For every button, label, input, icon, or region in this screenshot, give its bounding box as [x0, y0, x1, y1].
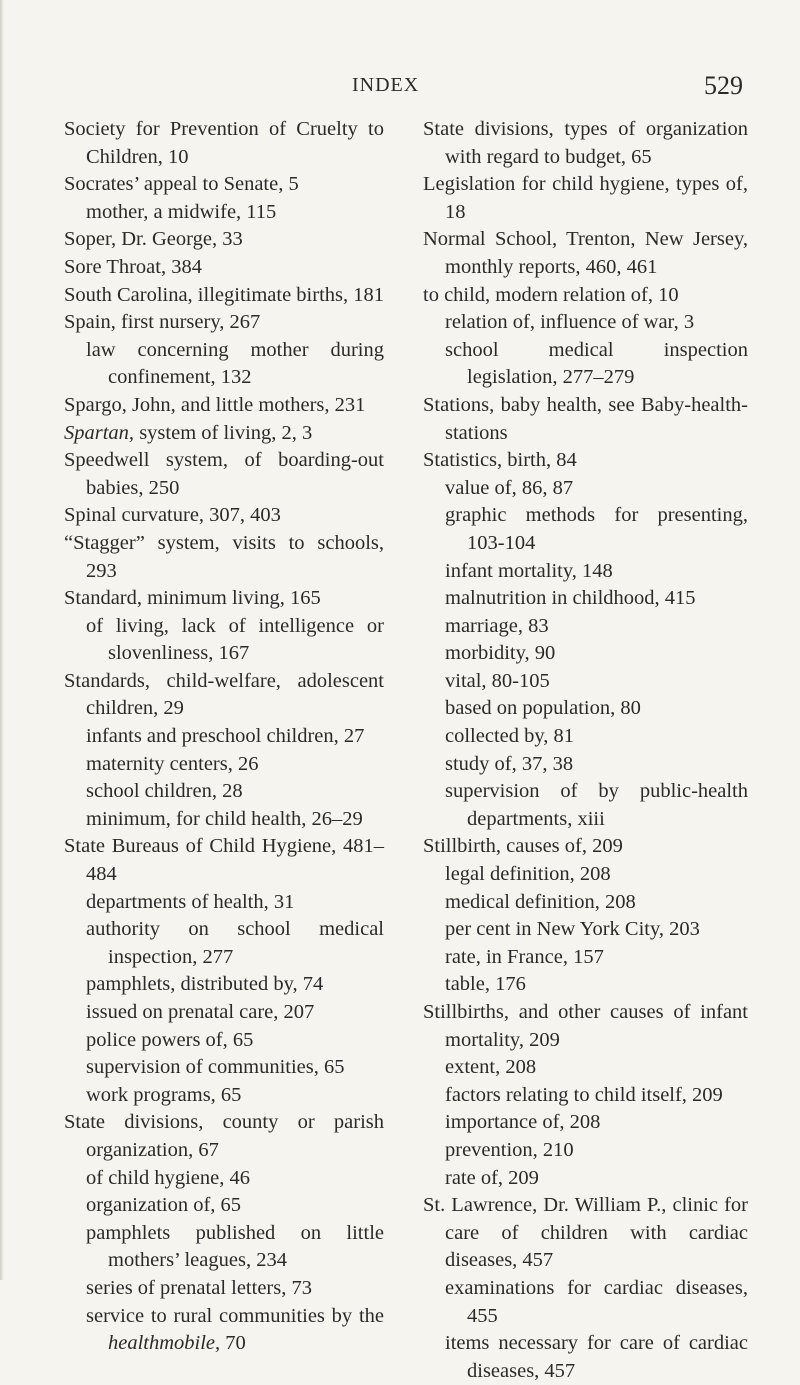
entry-text: Society for Prevention of Cruelty to Children, 10: [64, 118, 384, 168]
index-entry: [423, 833, 748, 861]
running-head: INDEX: [352, 74, 420, 96]
entry-text: supervision of by public-health departments, xiii: [445, 780, 748, 830]
index-subentry: [64, 1275, 384, 1303]
index-subentry: [64, 1027, 384, 1055]
entry-text: Spinal curvature, 307, 403: [64, 504, 281, 527]
italic-term: Spartan,: [64, 421, 135, 444]
index-entry: [423, 116, 748, 171]
entry-text: examinations for cardiac diseases, 455: [445, 1276, 748, 1327]
entry-text: Speedwell system, of boarding-out babies, 250: [64, 449, 384, 499]
entry-text: supervision of communities, 65: [86, 1056, 345, 1079]
entry-text: police powers of, 65: [86, 1028, 254, 1051]
index-subentry: [64, 613, 384, 668]
entry-text: organization of, 65: [86, 1194, 242, 1217]
index-subentry: [64, 889, 384, 917]
index-subentry: [423, 889, 748, 917]
entry-text: table, 176: [445, 973, 526, 996]
entry-text: rate, in France, 157: [445, 945, 604, 968]
index-subentry: [423, 1082, 748, 1110]
index-subentry: [423, 668, 748, 696]
page-number: 529: [704, 71, 743, 100]
index-subentry: [64, 806, 384, 834]
index-subentry: [423, 944, 748, 972]
entry-text: State divisions, county or parish organization, 67: [64, 1111, 384, 1161]
index-entry: [423, 447, 748, 475]
index-subentry: [64, 723, 384, 751]
entry-text: malnutrition in childhood, 415: [445, 587, 696, 610]
index-subentry: [423, 695, 748, 723]
entry-text: departments of health, 31: [86, 890, 295, 913]
index-entry: [423, 392, 748, 447]
entry-text: mother, a midwife, 115: [86, 200, 277, 223]
entry-text: per cent in New York City, 203: [445, 918, 700, 941]
index-subentry: [64, 916, 384, 971]
index-entry: [64, 502, 384, 530]
entry-text: marriage, 83: [445, 614, 549, 637]
page-header: [0, 71, 800, 114]
index-subentry: [423, 1165, 748, 1193]
entry-text: Stillbirths, and other causes of infant mortality, 209: [423, 1001, 748, 1051]
entry-text: maternity centers, 26: [86, 752, 259, 775]
index-entry: [64, 833, 384, 888]
index-subentry: [423, 751, 748, 779]
entry-text: State Bureaus of Child Hygiene, 481–484: [64, 835, 384, 886]
index-subentry: [64, 751, 384, 779]
index-entry: [64, 1109, 384, 1164]
entry-text: importance of, 208: [445, 1111, 601, 1134]
entry-text: school medical inspection legislation, 277–279: [445, 338, 748, 389]
index-entry: [423, 226, 748, 281]
index-entry: [64, 392, 384, 420]
index-entry: [64, 668, 384, 723]
entry-text: Socrates’ appeal to Senate, 5: [64, 173, 299, 196]
entry-text: infants and preschool children, 27: [86, 725, 365, 748]
index-subentry: [423, 1054, 748, 1082]
index-entry: [64, 447, 384, 502]
entry-text: Soper, Dr. George, 33: [64, 228, 243, 251]
entry-text: vital, 80-105: [445, 669, 550, 692]
index-subentry: [423, 971, 748, 999]
index-subentry: [64, 1082, 384, 1110]
entry-text: Stations, baby health, see Baby-health-stations: [423, 393, 748, 444]
entry-text: infant mortality, 148: [445, 559, 613, 582]
index-subentry: [423, 640, 748, 668]
entry-text: Legislation for child hygiene, types of, 18: [423, 173, 748, 223]
entry-text: of living, lack of intelligence or slovenliness, 167: [86, 614, 384, 665]
index-subentry: [423, 1330, 748, 1385]
entry-text: medical definition, 208: [445, 890, 636, 913]
index-entry: [423, 999, 748, 1054]
entry-text: items necessary for care of cardiac diseases, 457: [445, 1332, 748, 1382]
entry-text: work programs, 65: [86, 1083, 242, 1106]
entry-text: Normal School, Trenton, New Jersey, monthly reports, 460, 461: [423, 228, 748, 278]
index-subentry: [64, 1220, 384, 1275]
index-subentry: [64, 1192, 384, 1220]
index-subentry: [423, 558, 748, 586]
entry-text: Standard, minimum living, 165: [64, 587, 321, 610]
index-subentry: [423, 502, 748, 557]
entry-text: value of, 86, 87: [445, 476, 574, 499]
entry-text: law concerning mother during confinement, 132: [86, 338, 384, 389]
entry-text: of child hygiene, 46: [86, 1166, 250, 1189]
index-subentry: [423, 309, 748, 337]
index-subentry: [64, 999, 384, 1027]
index-subentry: [64, 1303, 384, 1358]
index-subentry: [423, 1275, 748, 1330]
entry-text: series of prenatal letters, 73: [86, 1276, 312, 1299]
entry-text: based on population, 80: [445, 697, 641, 720]
index-subentry: [423, 475, 748, 503]
entry-text: factors relating to child itself, 209: [445, 1083, 723, 1106]
entry-text: graphic methods for presenting, 103-104: [445, 504, 748, 554]
index-subentry: [64, 778, 384, 806]
entry-text: State divisions, types of organization with regard to budget, 65: [423, 118, 748, 168]
entry-text: relation of, influence of war, 3: [445, 311, 695, 334]
entry-text: Stillbirth, causes of, 209: [423, 835, 623, 858]
entry-text: Spain, first nursery, 267: [64, 311, 261, 334]
index-entry: [423, 171, 748, 226]
index-entry: [423, 1192, 748, 1275]
index-subentry: [423, 778, 748, 833]
index-subentry: [423, 613, 748, 641]
index-column-left: [64, 116, 384, 1358]
entry-text: Statistics, birth, 84: [423, 449, 577, 472]
index-subentry: [64, 1054, 384, 1082]
index-entry: [64, 309, 384, 337]
entry-page-ref: 70: [220, 1332, 246, 1355]
index-entry: [64, 254, 384, 282]
index-subentry: [423, 585, 748, 613]
page-edge-shadow: [0, 0, 4, 1280]
entry-text: “Stagger” system, visits to schools, 293: [64, 531, 384, 582]
entry-text: pamphlets, distributed by, 74: [86, 973, 324, 996]
entry-text: legal definition, 208: [445, 863, 611, 886]
index-subentry: [423, 723, 748, 751]
entry-text: system of living, 2, 3: [134, 421, 313, 444]
index-entry: [64, 420, 384, 448]
entry-text: extent, 208: [445, 1056, 537, 1079]
entry-text: authority on school medical inspection, 277: [86, 918, 384, 968]
entry-text: service to rural communities by the: [86, 1304, 384, 1327]
index-subentry: [64, 971, 384, 999]
entry-text: collected by, 81: [445, 725, 575, 748]
index-subentry: [423, 1137, 748, 1165]
index-entry: [64, 116, 384, 171]
entry-text: study of, 37, 38: [445, 752, 574, 775]
entry-text: rate of, 209: [445, 1166, 539, 1189]
italic-term: healthmobile,: [108, 1332, 221, 1355]
index-entry: [64, 282, 384, 310]
index-subentry: [423, 337, 748, 392]
entry-text: Sore Throat, 384: [64, 255, 202, 278]
index-entry: [64, 171, 384, 199]
entry-text: prevention, 210: [445, 1138, 574, 1161]
entry-text: minimum, for child health, 26–29: [86, 807, 363, 830]
entry-text: morbidity, 90: [445, 642, 556, 665]
index-subentry: [64, 199, 384, 227]
entry-text: school children, 28: [86, 780, 243, 803]
entry-text: South Carolina, illegitimate births, 181: [64, 283, 384, 306]
entry-text: to child, modern relation of, 10: [423, 283, 679, 306]
entry-text: pamphlets published on little mothers’ leagues, 234: [86, 1221, 384, 1272]
index-entry: [64, 226, 384, 254]
index-subentry: [423, 916, 748, 944]
index-subentry: [64, 1165, 384, 1193]
entry-text: issued on prenatal care, 207: [86, 1001, 315, 1023]
entry-text: St. Lawrence, Dr. William P., clinic for care of children with cardiac diseases, 457: [423, 1194, 748, 1272]
index-entry: [64, 530, 384, 585]
index-entry: [64, 585, 384, 613]
index-subentry: [423, 1109, 748, 1137]
index-column-right: [423, 116, 748, 1385]
index-subentry: [423, 861, 748, 889]
index-subentry: [64, 337, 384, 392]
index-entry: [423, 282, 748, 310]
entry-text: Standards, child-welfare, adolescent children, 29: [64, 669, 384, 720]
entry-text: Spargo, John, and little mothers, 231: [64, 393, 366, 416]
